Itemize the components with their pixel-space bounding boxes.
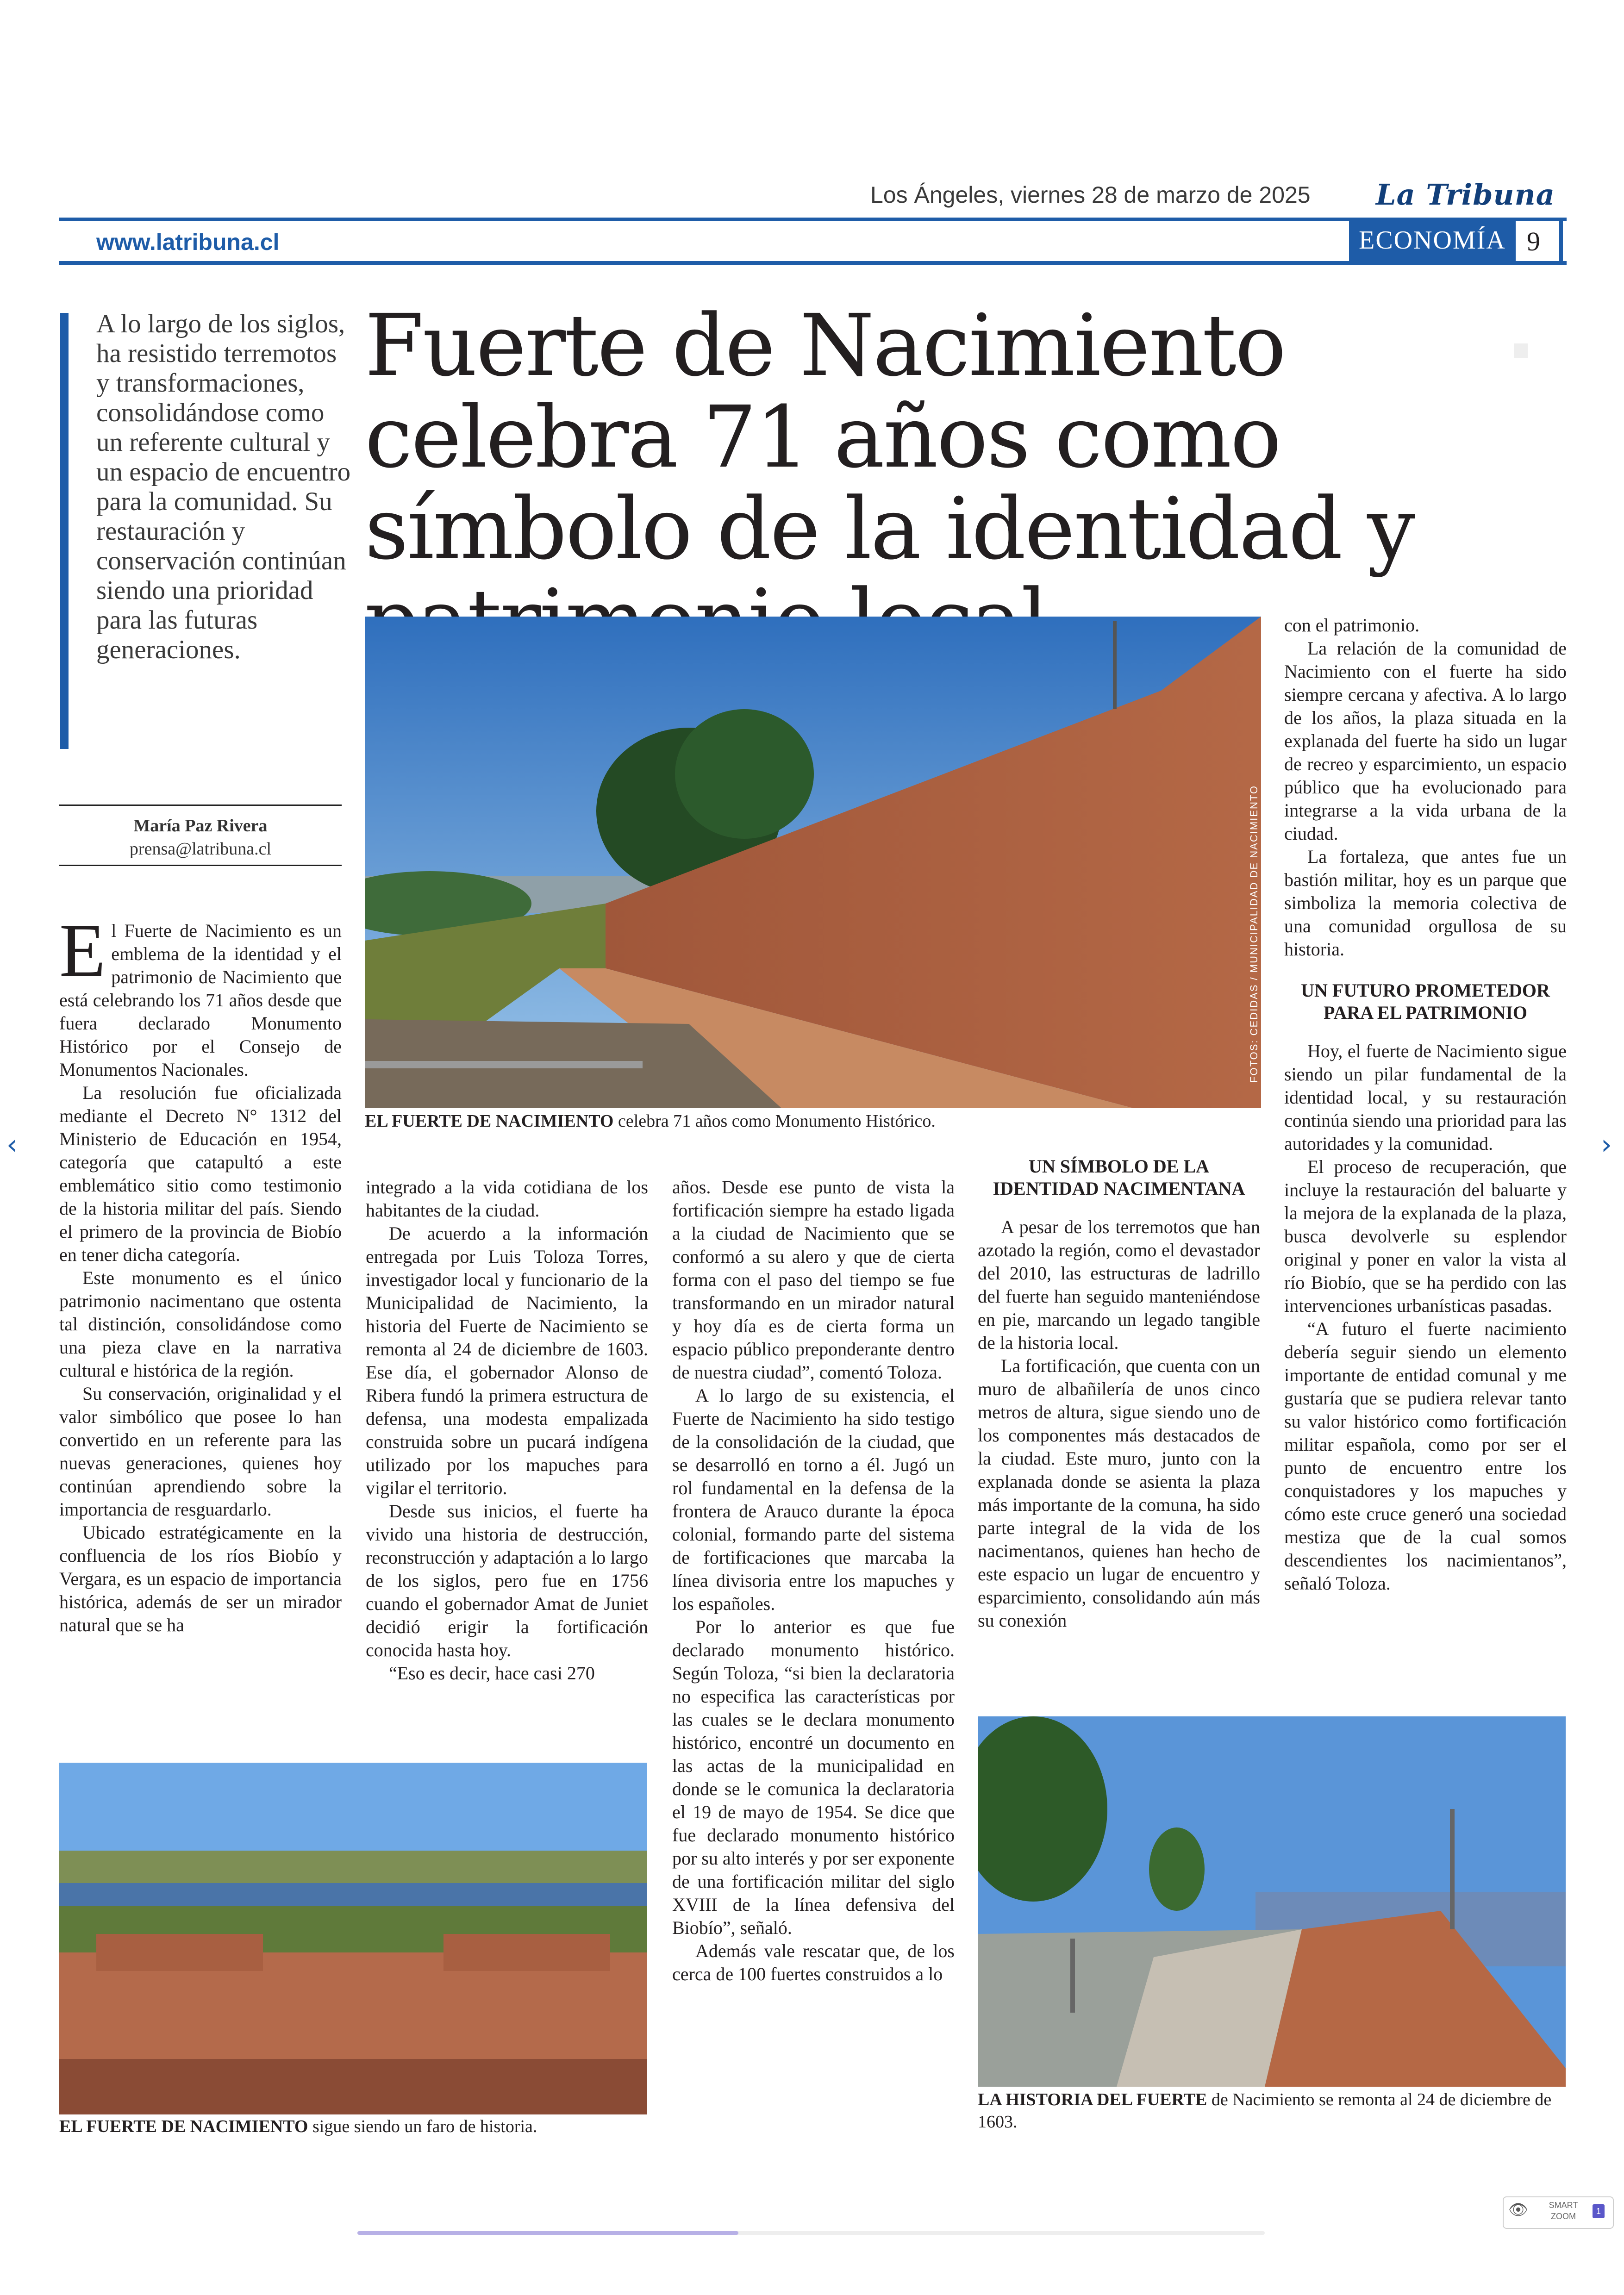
zoom-badge: 1 <box>1593 2204 1605 2218</box>
main-photo-fort-wall <box>365 617 1261 1108</box>
col4-paragraph-1: A pesar de los terremotos que han azotado la región, como el devastador del 2010, las estructuras de ladrillo del fuerte han seguido manteniéndose en pie, marcando un legado tangible de la historia local. <box>978 1216 1260 1353</box>
col5-paragraph-3: La fortaleza, que antes fue un bastión militar, hoy es un parque que simboliza la memoria colectiva de una comunidad orgullosa de su historia. <box>1284 846 1567 960</box>
drop-cap: E <box>59 909 106 992</box>
byline-email[interactable]: prensa@latribuna.cl <box>129 839 272 859</box>
header-divider <box>1559 218 1563 265</box>
col5-paragraph-5: El proceso de recuperación, que incluye la restauración del baluarte y la mejora de la explanada de la plaza, busca devolverle su esplendor original y poner en valor la vista al río Biobío, que se ha perdido con las intervenciones urbanísticas pasadas. <box>1284 1156 1567 1316</box>
left-caption-text: sigue siendo un faro de historia. <box>308 2117 537 2136</box>
col3-paragraph-4: Además vale rescatar que, de los cerca de 100 fuertes construidos a lo <box>672 1940 955 1984</box>
main-caption-text: celebra 71 años como Monumento Histórico. <box>613 1111 936 1131</box>
col5-paragraph-4: Hoy, el fuerte de Nacimiento sigue siendo un pilar fundamental de la identidad local, y su restauración continúa siendo una prioridad para las autoridades y la comunidad. <box>1284 1041 1567 1154</box>
left-caption-bold: EL FUERTE DE NACIMIENTO <box>59 2117 308 2136</box>
article-column-3 <box>672 1176 955 1986</box>
subheading-identidad: UN SÍMBOLO DE LA IDENTIDAD NACIMENTANA <box>993 1156 1245 1199</box>
photo-fort-esplanade <box>978 1716 1566 2087</box>
photo-credit: FOTOS: CEDIDAS / MUNICIPALIDAD DE NACIMIENTO <box>1248 785 1260 1083</box>
main-caption-bold: EL FUERTE DE NACIMIENTO <box>365 1111 614 1131</box>
section-label: ECONOMÍA <box>1359 226 1506 255</box>
main-photo-caption <box>365 1110 1261 1132</box>
article-column-1 <box>59 909 342 1637</box>
col3-paragraph-3: Por lo anterior es que fue declarado monumento histórico. Según Toloza, “si bien la declaratoria no especifica las características por las cuales se le declara monumento histórico, encontré un documento en las actas de la municipalidad en donde se le comunica la declaratoria el 19 de mayo de 1954. Se dice que fue declarado monumento histórico por su alto interés y por ser exponente de una fortificación militar del siglo XVIII de la línea defensiva del Biobío”, señaló. <box>672 1616 955 1938</box>
article-column-4 <box>978 1151 1260 1632</box>
right-caption-bold: LA HISTORIA DEL FUERTE <box>978 2090 1207 2109</box>
article-column-5 <box>1284 614 1567 1595</box>
byline-rule-top <box>59 804 342 806</box>
col5-paragraph-2: La relación de la comunidad de Nacimiento con el fuerte ha sido siempre cercana y afectiva. A lo largo de los años, la plaza situada en la explanada del fuerte ha sido un lugar de recreo y esparcimiento, un espacio público que ha evolucionado para integrarse a la vida urbana de la ciudad. <box>1284 638 1567 844</box>
col1-paragraph-4: Su conservación, originalidad y el valor simbólico que posee lo han convertido en un referente para las nuevas generaciones, quienes hoy continúan aprendiendo sobre la importancia de resguardarlo. <box>59 1383 342 1520</box>
river-photo-caption <box>59 2115 647 2138</box>
site-url[interactable]: www.latribuna.cl <box>96 229 280 255</box>
col1-paragraph-3: Este monumento es el único patrimonio nacimentano que ostenta tal distinción, consolidándose como una pieza clave en la narrativa cultural e histórica de la región. <box>59 1267 342 1381</box>
page-progress-fill <box>357 2231 738 2235</box>
newspaper-logo: La Tribuna <box>1376 178 1555 212</box>
header-bar <box>59 218 1567 265</box>
page-number: 9 <box>1527 226 1540 256</box>
col2-paragraph-3: Desde sus inicios, el fuerte ha vivido una historia de destrucción, reconstrucción y adaptación a lo largo de los siglos, pero fue en 1756 cuando el gobernador Amat de Juniet decidió erigir la fortificación conocida hasta hoy. <box>366 1501 648 1660</box>
smart-zoom-label: SMART ZOOM <box>1549 2201 1578 2221</box>
esplanade-photo-caption <box>978 2089 1566 2133</box>
col4-paragraph-2: La fortificación, que cuenta con un muro de albañilería de unos cinco metros de altura, sigue siendo uno de los componentes más destacados de la ciudad. Este muro, junto con la explanada donde se asienta la plaza más importante de la comuna, ha sido parte integral de la vida de los nacimentanos, quienes han hecho de este espacio un lugar de encuentro y esparcimiento, consolidando aún más su conexión <box>978 1355 1260 1631</box>
col2-paragraph-1: integrado a la vida cotidiana de los habitantes de la ciudad. <box>366 1177 648 1221</box>
headline: Fuerte de Nacimiento celebra 71 años como símbolo de la identidad y <box>365 296 1414 579</box>
col1-paragraph-5: Ubicado estratégicamente en la confluencia de los ríos Biobío y Vergara, es un espacio de importancia histórica, además de ser un mirador natural que se ha <box>59 1522 342 1635</box>
col5-paragraph-1: con el patrimonio. <box>1284 615 1420 636</box>
lead-summary: A lo largo de los siglos, ha resistido terremotos y transformaciones, consolidándose como un referente cultural y un espacio de encuentro para la comunidad. Su restauración y conservación continúan siendo una prioridad para las futuras generaciones. <box>96 309 351 664</box>
subheading-futuro: UN FUTURO PROMETEDOR PARA EL PATRIMONIO <box>1301 980 1550 1023</box>
photo-river-view <box>59 1763 647 2114</box>
col5-paragraph-6: “A futuro el fuerte nacimiento debería seguir siendo un elemento importante de entidad comunal y me gustaría que se pudiera relevar tanto su valor histórico como fortificación militar española, como por ser el punto de encuentro entre los conquistadores y los mapuches y cómo este cruce generó una sociedad mestiza que de la cual somos descendientes los nacimientanos”, señaló Toloza. <box>1284 1318 1567 1594</box>
lead-accent-bar <box>60 313 69 749</box>
col2-paragraph-2: De acuerdo a la información entregada por Luis Toloza Torres, investigador local y funcionario de la Municipalidad de Nacimiento, la historia del Fuerte de Nacimiento se remonta al 24 de diciembre de 1603. Ese día, el gobernador Alonso de Ribera fundó la primera estructura de defensa, una modesta empalizada construida sobre un pucará indígena utilizado por los mapuches para vigilar el territorio. <box>366 1223 648 1498</box>
dateline: Los Ángeles, viernes 28 de marzo de 2025 <box>870 182 1311 208</box>
right-caption-text: de Nacimiento se remonta al 24 de diciembre de 1603. <box>978 2090 1552 2132</box>
next-page-icon[interactable]: › <box>1601 1129 1612 1161</box>
byline-rule-bottom <box>59 865 342 866</box>
col1-paragraph-1: l Fuerte de Nacimiento es un emblema de la identidad y el patrimonio de Nacimiento que está celebrando los 71 años desde que fuera declarado Monumento Histórico por el Consejo de Monumentos Nacionales. <box>59 920 342 1080</box>
marker-icon <box>1514 343 1528 358</box>
prev-page-icon[interactable]: ‹ <box>6 1129 18 1161</box>
col1-paragraph-2: La resolución fue oficializada mediante el Decreto N° 1312 del Ministerio de Educación en 1954, categoría que catapultó a este emblemático sitio como testimonio de la historia militar del país. Siendo el primero de la provincia de Biobío en tener dicha categoría. <box>59 1082 342 1265</box>
byline-author: María Paz Rivera <box>133 816 268 836</box>
article-column-2 <box>366 1176 648 1685</box>
col3-paragraph-2: A lo largo de su existencia, el Fuerte de Nacimiento ha sido testigo de la consolidación de la ciudad, que se desarrolló en torno a él. Jugó un rol fundamental en la defensa de la frontera de Arauco durante la época colonial, formando parte del sistema de fortificaciones que marcaba la línea divisoria entre los mapuches y los españoles. <box>672 1385 955 1614</box>
eye-icon: 👁 <box>1508 2201 1529 2219</box>
col2-paragraph-4: “Eso es decir, hace casi 270 <box>389 1663 595 1684</box>
col3-paragraph-1: años. Desde ese punto de vista la fortificación siempre ha estado ligada a la ciudad de Nacimiento que se conformó a su alero y que de cierta forma con el paso del tiempo se fue transformando en un mirador natural y hoy día es de cierta forma un espacio público preponderante dentro de nuestra ciudad”, comentó Toloza. <box>672 1177 955 1383</box>
